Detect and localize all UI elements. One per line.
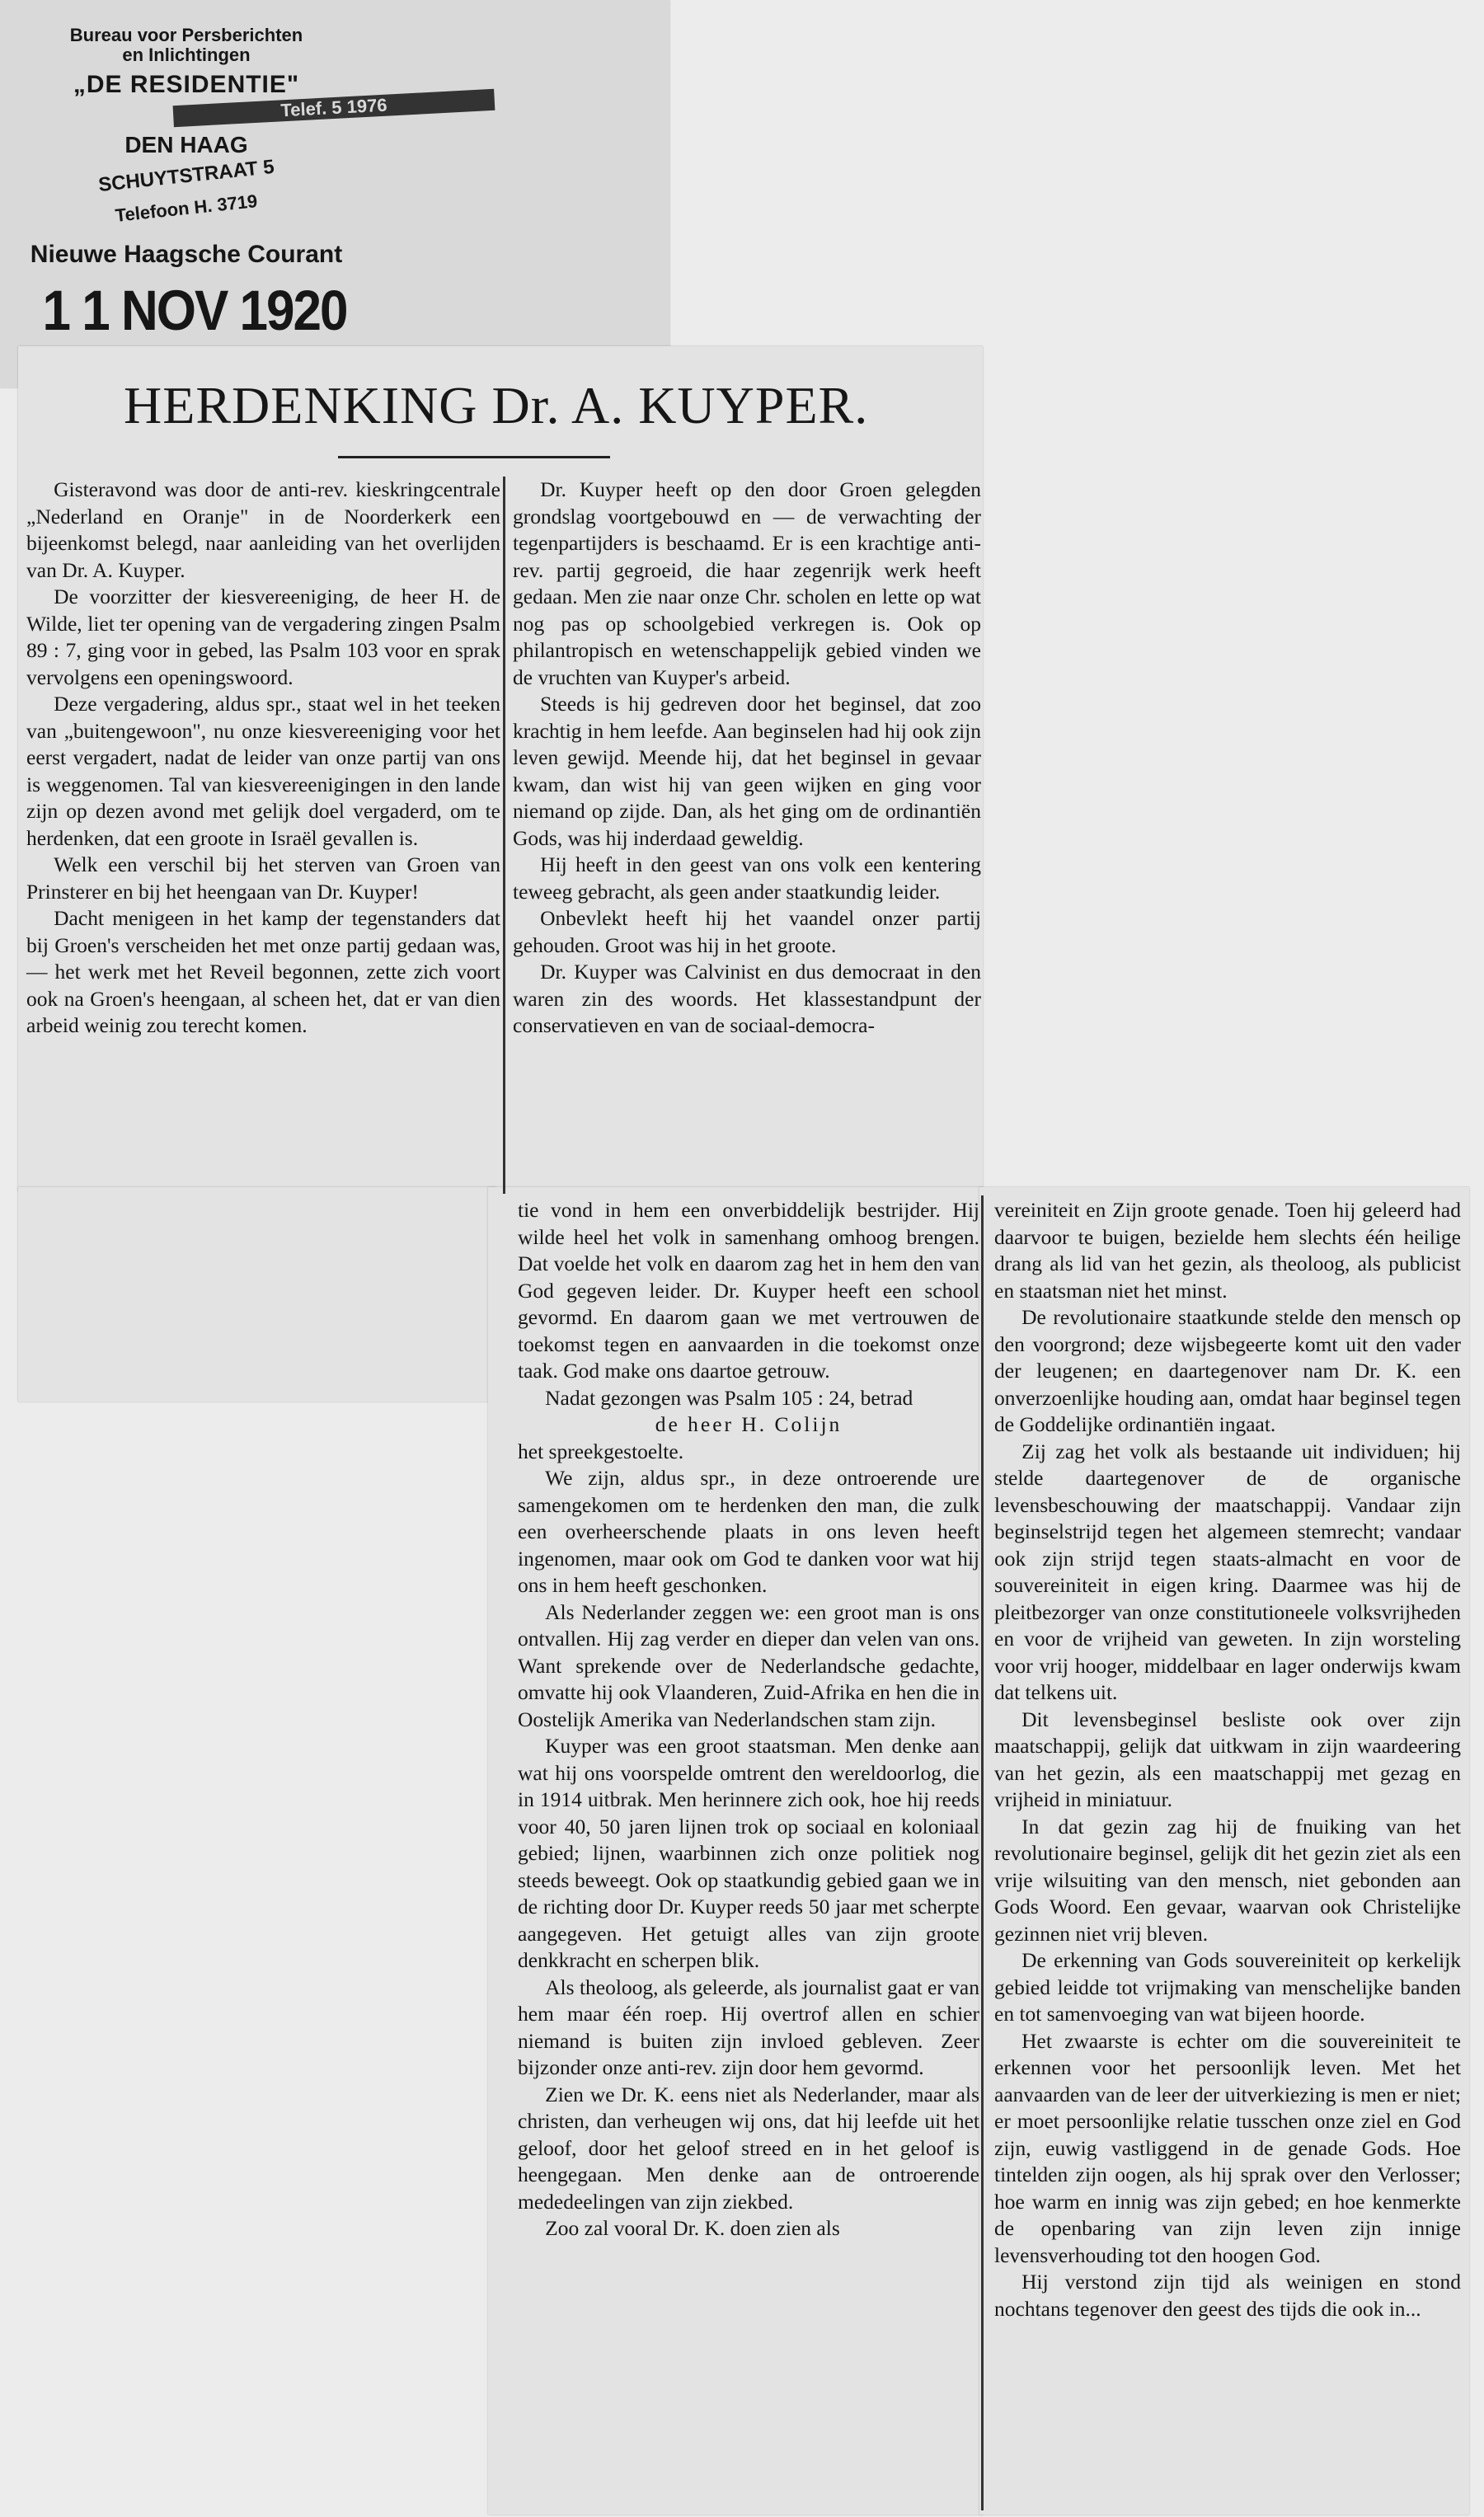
stamp-bureau-name: „DE RESIDENTIE" xyxy=(73,71,300,98)
article-column-4 xyxy=(994,1197,1461,2322)
press-bureau-stamp xyxy=(0,0,669,387)
article-column-1 xyxy=(26,477,500,1040)
stamp-bureau-line-2: en Inlichtingen xyxy=(122,45,251,65)
paragraph: Zoo zal vooral Dr. K. doen zien als xyxy=(545,2216,840,2240)
paragraph: Hij verstond zijn tijd als weinigen en stond nochtans tegenover den geest des tijds die ook in... xyxy=(994,2270,1461,2321)
stamp-city: DEN HAAG xyxy=(124,132,248,157)
paragraph: Gisteravond was door de anti-rev. kieskringcentrale „Nederland en Oranje" in de Noorderkerk een bijeenkomst belegd, naar aanleiding van het overlijden van Dr. A. Kuyper. xyxy=(26,477,500,582)
article-headline: HERDENKING Dr. A. KUYPER. xyxy=(124,376,869,434)
newspaper-name: Nieuwe Haagsche Courant xyxy=(30,241,343,268)
clipping-lower-left xyxy=(18,1187,496,1402)
paragraph: We zijn, aldus spr., in deze ontroerende ure samengekomen om te herdenken den man, die zulk een overheerschende plaats in ons leven heeft ingenomen, maar ook om God te danken voor wat hij ons in hem heeft geschonken. xyxy=(518,1466,979,1597)
paragraph: Dr. Kuyper heeft op den door Groen gelegden grondslag voortgebouwd en — de verwachting der tegenpartijders is beschaamd. Er is een krachtige anti-rev. partij gegroeid, die haar zegenrijk werk heeft gedaan. Men zie naar onze Chr. scholen en lette op wat nog pas op schoolgebied verkregen is. Ook op philantropisch en wetenschappelijk gebied vinden we de vruchten van Kuyper's arbeid. xyxy=(513,477,981,689)
paragraph: vereiniteit en Zijn groote genade. Toen hij geleerd had daarvoor te buigen, bezielde hem slechts één heilige drang als lid van het gezin, als theoloog, als publicist en staatsman niet het minst. xyxy=(994,1198,1461,1303)
paragraph: tie vond in hem een onverbiddelijk bestrijder. Hij wilde heel het volk in samenhang omhoog brengen. Dat voelde het volk en daarom zag het in hem den van God gegeven leider. Dr. Kuyper heeft een school gevormd. En daarom gaan we met vertrouwen de toekomst tegen en aanvaarden in die toekomst onze taak. God make ons daartoe getrouw. xyxy=(518,1198,979,1383)
paragraph: Deze vergadering, aldus spr., staat wel in het teeken van „buitengewoon", nu onze kiesvereeniging voor het eerst vergadert, nadat de leider van onze partij van ons is weggenomen. Tal van kiesvereenigingen in den lande zijn op dezen avond met gelijk doel vergaderd, om te herdenken, dat een groote in Israël gevallen is. xyxy=(26,692,500,850)
stamp-phone: Telefoon H. 3719 xyxy=(114,190,259,226)
column-divider xyxy=(981,1195,984,2510)
article-column-2 xyxy=(513,477,981,1040)
stamp-old-phone: Telef. 5 1976 xyxy=(173,89,495,127)
paragraph: Nadat gezongen was Psalm 105 : 24, betrad xyxy=(545,1385,913,1410)
paragraph: Zij zag het volk als bestaande uit individuen; hij stelde daartegenover de de organische levensbeschouwing der maatschappij. Vandaar zijn beginselstrijd tegen het algemeen stemrecht; vandaar ook zijn strijd tegen staats-almacht en voor de souvereiniteit in eigen kring. Daarmee was hij de pleitbezorger van onze constitutioneele volksvrijheden en voor de vrijheid van geweten. In zijn worsteling voor vrij hooger, middelbaar en lager onderwijs kwam dat telkens uit. xyxy=(994,1439,1461,1704)
paragraph: Dr. Kuyper was Calvinist en dus democraat in den waren zin des woords. Het klassestandpunt der conservatieven en van de sociaal-democra- xyxy=(513,960,981,1037)
stamp-bureau-line: Bureau voor Persberichten xyxy=(69,25,303,45)
paragraph: het spreekgestoelte. xyxy=(518,1439,684,1463)
paragraph: Hij heeft in den geest van ons volk een kentering teweeg gebracht, als geen ander staatkundig leider. xyxy=(513,852,981,904)
speaker-name: de heer H. Colijn xyxy=(655,1412,843,1436)
article-column-3 xyxy=(518,1197,979,2242)
stamp-street: SCHUYTSTRAAT 5 xyxy=(96,155,275,197)
paragraph: In dat gezin zag hij de fnuiking van het revolutionaire beginsel, gelijk dit het gezin ziet als een vrije wilsuiting van den mensch, niet gebonden aan Gods Woord. Een gevaar, waarvan ook Christelijke gezinnen niet vrij bleven. xyxy=(994,1814,1461,1946)
paragraph: Als Nederlander zeggen we: een groot man is ons ontvallen. Hij zag verder en dieper dan velen van ons. Want sprekende over de Nederlandsche gedachte, omvatte hij ook Vlaanderen, Zuid-Afrika en hen die in Oostelijk Amerika van Nederlandschen stam zijn. xyxy=(518,1599,979,1731)
paragraph: Als theoloog, als geleerde, als journalist gaat er van hem maar één roep. Hij overtrof allen en schier niemand is buiten zijn invloed gebleven. Zeer bijzonder onze anti-rev. zijn door hem gevormd. xyxy=(518,1975,979,2079)
date-stamp: 1 1 NOV 1920 xyxy=(42,279,347,343)
paragraph: Het zwaarste is echter om die souvereiniteit te erkennen voor het persoonlijk leven. Met het aanvaarden van de leer der uitverkiezing is men er niet; er moet persoonlijke relatie tusschen onze ziel en God zijn, euwig vastliggend in de genade Gods. Hoe tintelden zijn oogen, als hij sprak over den Verlosser; hoe warm en innig was zijn gebed; en hoe kenmerkte de openbaring van zijn leven zijn innige levensverhouding tot den hoogen God. xyxy=(994,2028,1461,2267)
paragraph: De voorzitter der kiesvereeniging, de heer H. de Wilde, liet ter opening van de vergadering zingen Psalm 89 : 7, ging voor in gebed, las Psalm 103 voor en sprak vervolgens een openingswoord. xyxy=(26,585,500,689)
paragraph: Dit levensbeginsel besliste ook over zijn maatschappij, gelijk dat uitkwam in zijn waardeering van het gezin, als een maatschappij met gezag en vrijheid in miniatuur. xyxy=(994,1707,1461,1811)
column-divider xyxy=(503,477,505,1194)
paragraph: Steeds is hij gedreven door het beginsel, dat zoo krachtig in hem leefde. Aan beginselen had hij ook zijn leven gewijd. Meende hij, dat het beginsel in gevaar kwam, dan wist hij van geen wijken en ging voor niemand op zijde. Dan, als het ging om de ordinantiën Gods, was hij inderdaad geweldig. xyxy=(513,692,981,850)
paragraph: Zien we Dr. K. eens niet als Nederlander, maar als christen, dan verheugen wij ons, dat hij leefde uit het geloof, door het geloof streed en in het geloof is heengegaan. Men denke aan de ontroerende mededeelingen van zijn ziekbed. xyxy=(518,2082,979,2214)
headline-rule xyxy=(338,456,610,458)
paragraph: Onbevlekt heeft hij het vaandel onzer partij gehouden. Groot was hij in het groote. xyxy=(513,906,981,957)
paragraph: Welk een verschil bij het sterven van Groen van Prinsterer en bij het heengaan van Dr. Kuyper! xyxy=(26,852,500,904)
paragraph: De erkenning van Gods souvereiniteit op kerkelijk gebied leidde tot vrijmaking van menschelijke banden en tot samenvoeging van wat bijeen hoorde. xyxy=(994,1948,1461,2026)
paragraph: Kuyper was een groot staatsman. Men denke aan wat hij ons voorspelde omtrent den wereldoorlog, die in 1914 uitbrak. Men herinnere zich ook, hoe hij reeds voor 40, 50 jaren lijnen trok op sociaal en koloniaal gebied; lijnen, waarbinnen zich onze politiek nog steeds beweegt. Ook op staatkundig gebied gaan we in de richting door Dr. Kuyper reeds 50 jaar met scherpte aangegeven. Het getuigt alles van zijn groote denkkracht en scherpen blik. xyxy=(518,1734,979,1972)
paragraph: Dacht menigeen in het kamp der tegenstanders dat bij Groen's verscheiden het met onze partij gedaan was, — het werk met het Reveil begonnen, zette zich voort ook na Groen's heengaan, al scheen het, dat er van dien arbeid weinig zou terecht komen. xyxy=(26,906,500,1037)
paragraph: De revolutionaire staatkunde stelde den mensch op den voorgrond; deze wijsbegeerte komt uit den vader der leugenen; en daartegenover nam Dr. K. een onverzoenlijke houding aan, omdat haar beginsel tegen de Goddelijke ordinantiën ingaat. xyxy=(994,1305,1461,1436)
